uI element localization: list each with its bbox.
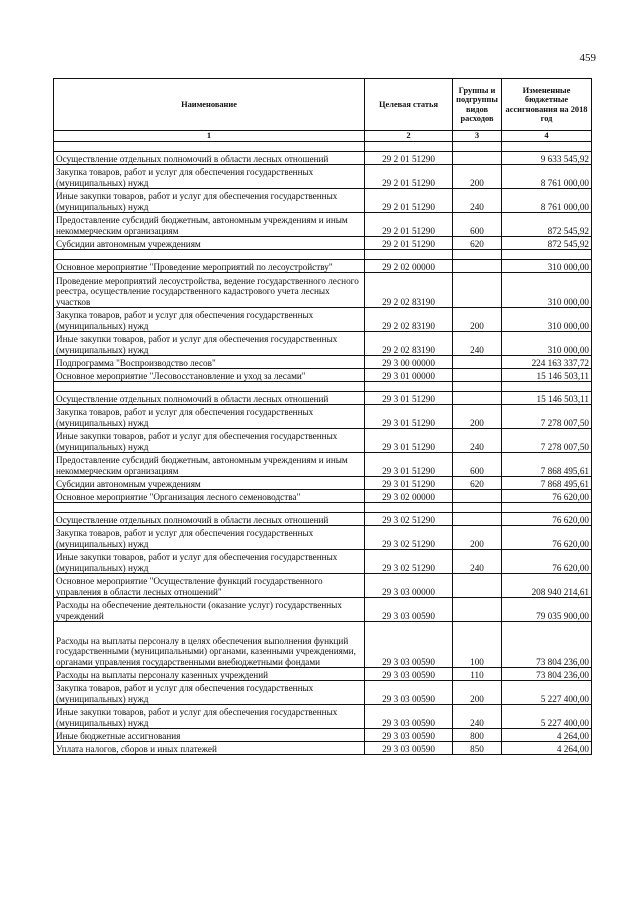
header-code: Целевая статья: [365, 79, 453, 131]
spacer-cell: [502, 142, 592, 152]
cell-group: [453, 574, 502, 598]
table-header: [54, 79, 592, 142]
table-row: [54, 237, 592, 250]
cell-group: 620: [453, 477, 502, 490]
cell-amount: 7 868 495,61: [502, 453, 592, 477]
cell-code: 29 2 01 51290: [365, 213, 453, 237]
cell-name: Закупка товаров, работ и услуг для обеспечения государственных (муниципальных) нужд: [54, 165, 365, 189]
cell-code: 29 3 01 51290: [365, 477, 453, 490]
cell-amount: 224 163 337,72: [502, 356, 592, 369]
cell-name: Закупка товаров, работ и услуг для обеспечения государственных (муниципальных) нужд: [54, 405, 365, 429]
spacer-cell: [502, 382, 592, 392]
cell-amount: 872 545,92: [502, 237, 592, 250]
cell-amount: 7 278 007,50: [502, 429, 592, 453]
cell-amount: 208 940 214,61: [502, 574, 592, 598]
cell-name: Закупка товаров, работ и услуг для обеспечения государственных (муниципальных) нужд: [54, 681, 365, 705]
table-row: [54, 369, 592, 382]
cell-name: Субсидии автономным учреждениям: [54, 237, 365, 250]
cell-name: Иные закупки товаров, работ и услуг для обеспечения государственных (муниципальных) нужд: [54, 189, 365, 213]
cell-code: 29 3 01 51290: [365, 405, 453, 429]
cell-name: Основное мероприятие "Проведение мероприятий по лесоустройству": [54, 260, 365, 273]
cell-group: 850: [453, 742, 502, 755]
cell-amount: 4 264,00: [502, 742, 592, 755]
spacer-row: [54, 382, 592, 392]
spacer-cell: [365, 142, 453, 152]
cell-amount: 7 278 007,50: [502, 405, 592, 429]
cell-amount: 8 761 000,00: [502, 165, 592, 189]
table-row: [54, 260, 592, 273]
page-number: 459: [579, 52, 596, 64]
cell-name: Основное мероприятие "Лесовосстановление и уход за лесами": [54, 369, 365, 382]
table-row: [54, 490, 592, 503]
table-row: [54, 513, 592, 526]
cell-group: [453, 260, 502, 273]
cell-name: Закупка товаров, работ и услуг для обеспечения государственных (муниципальных) нужд: [54, 308, 365, 332]
cell-name: Осуществление отдельных полномочий в области лесных отношений: [54, 152, 365, 165]
spacer-cell: [54, 382, 365, 392]
cell-code: 29 3 01 00000: [365, 369, 453, 382]
header-name: Наименование: [54, 79, 365, 131]
cell-code: 29 3 02 51290: [365, 513, 453, 526]
cell-code: 29 3 02 51290: [365, 526, 453, 550]
cell-amount: 310 000,00: [502, 332, 592, 356]
table-row: [54, 742, 592, 755]
cell-code: 29 2 02 83190: [365, 308, 453, 332]
cell-amount: 15 146 503,11: [502, 392, 592, 405]
cell-amount: 79 035 900,00: [502, 598, 592, 622]
spacer-cell: [365, 250, 453, 260]
cell-name: Иные закупки товаров, работ и услуг для обеспечения государственных (муниципальных) нужд: [54, 550, 365, 574]
cell-code: 29 3 01 51290: [365, 392, 453, 405]
cell-amount: 7 868 495,61: [502, 477, 592, 490]
cell-group: 240: [453, 429, 502, 453]
spacer-cell: [54, 142, 365, 152]
table-row: [54, 598, 592, 622]
table-row: [54, 165, 592, 189]
cell-name: Предоставление субсидий бюджетным, автономным учреждениям и иным некоммерческим организациям: [54, 453, 365, 477]
cell-code: 29 3 03 00590: [365, 668, 453, 681]
cell-amount: 76 620,00: [502, 490, 592, 503]
cell-code: 29 3 01 51290: [365, 453, 453, 477]
cell-code: 29 3 01 51290: [365, 429, 453, 453]
spacer-cell: [453, 382, 502, 392]
cell-code: 29 2 01 51290: [365, 189, 453, 213]
cell-name: Предоставление субсидий бюджетным, автономным учреждениям и иным некоммерческим организациям: [54, 213, 365, 237]
cell-code: 29 3 03 00590: [365, 598, 453, 622]
cell-group: [453, 369, 502, 382]
cell-code: 29 2 01 51290: [365, 165, 453, 189]
cell-code: 29 3 03 00590: [365, 742, 453, 755]
cell-group: [453, 356, 502, 369]
cell-name: Основное мероприятие "Организация лесного семеноводства": [54, 490, 365, 503]
cell-group: 200: [453, 526, 502, 550]
cell-name: Расходы на обеспечение деятельности (оказание услуг) государственных учреждений: [54, 598, 365, 622]
cell-name: Основное мероприятие "Осуществление функций государственного управления в области лесных отношений": [54, 574, 365, 598]
cell-group: 240: [453, 550, 502, 574]
budget-table: [53, 78, 592, 755]
header-amount: Измененные бюджетные ассигнования на 2018 год: [502, 79, 592, 131]
cell-name: Закупка товаров, работ и услуг для обеспечения государственных (муниципальных) нужд: [54, 526, 365, 550]
table-row: [54, 332, 592, 356]
cell-code: 29 3 00 00000: [365, 356, 453, 369]
cell-name: Иные бюджетные ассигнования: [54, 729, 365, 742]
table-row: [54, 356, 592, 369]
cell-name: Иные закупки товаров, работ и услуг для обеспечения государственных (муниципальных) нужд: [54, 429, 365, 453]
cell-group: 240: [453, 189, 502, 213]
cell-amount: 8 761 000,00: [502, 189, 592, 213]
cell-amount: 76 620,00: [502, 513, 592, 526]
cell-code: 29 3 02 00000: [365, 490, 453, 503]
cell-amount: 310 000,00: [502, 273, 592, 308]
table-row: [54, 405, 592, 429]
table-row: [54, 729, 592, 742]
table-row: [54, 308, 592, 332]
cell-group: [453, 152, 502, 165]
cell-amount: 73 804 236,00: [502, 622, 592, 668]
table-row: [54, 705, 592, 729]
spacer-cell: [365, 382, 453, 392]
cell-code: 29 3 03 00590: [365, 681, 453, 705]
cell-group: [453, 392, 502, 405]
table-row: [54, 273, 592, 308]
table-row: [54, 526, 592, 550]
cell-group: [453, 490, 502, 503]
cell-code: 29 3 02 51290: [365, 550, 453, 574]
column-number-4: 4: [502, 131, 592, 142]
cell-amount: 9 633 545,92: [502, 152, 592, 165]
cell-name: Субсидии автономным учреждениям: [54, 477, 365, 490]
cell-amount: 76 620,00: [502, 526, 592, 550]
cell-amount: 310 000,00: [502, 260, 592, 273]
table-row: [54, 392, 592, 405]
cell-code: 29 2 01 51290: [365, 152, 453, 165]
spacer-row: [54, 503, 592, 513]
cell-code: 29 3 03 00590: [365, 622, 453, 668]
cell-name: Проведение мероприятий лесоустройства, ведение государственного лесного реестра, осуществление государственного кадастрового учета лесных участков: [54, 273, 365, 308]
cell-name: Иные закупки товаров, работ и услуг для обеспечения государственных (муниципальных) нужд: [54, 705, 365, 729]
table-row: [54, 152, 592, 165]
cell-group: [453, 513, 502, 526]
cell-group: [453, 598, 502, 622]
cell-group: 620: [453, 237, 502, 250]
cell-code: 29 3 03 00000: [365, 574, 453, 598]
cell-group: 100: [453, 622, 502, 668]
spacer-row: [54, 142, 592, 152]
spacer-cell: [54, 503, 365, 513]
cell-code: 29 2 01 51290: [365, 237, 453, 250]
cell-group: 240: [453, 332, 502, 356]
cell-amount: 15 146 503,11: [502, 369, 592, 382]
cell-amount: 5 227 400,00: [502, 705, 592, 729]
cell-name: Иные закупки товаров, работ и услуг для обеспечения государственных (муниципальных) нужд: [54, 332, 365, 356]
cell-group: 110: [453, 668, 502, 681]
cell-group: 200: [453, 405, 502, 429]
table-row: [54, 477, 592, 490]
spacer-cell: [502, 250, 592, 260]
spacer-cell: [453, 142, 502, 152]
cell-group: 200: [453, 308, 502, 332]
cell-group: 800: [453, 729, 502, 742]
cell-amount: 872 545,92: [502, 213, 592, 237]
cell-group: [453, 273, 502, 308]
spacer-cell: [365, 503, 453, 513]
table-row: [54, 668, 592, 681]
cell-code: 29 2 02 00000: [365, 260, 453, 273]
cell-code: 29 2 02 83190: [365, 332, 453, 356]
cell-group: 200: [453, 681, 502, 705]
cell-name: Подпрограмма "Воспроизводство лесов": [54, 356, 365, 369]
cell-amount: 5 227 400,00: [502, 681, 592, 705]
cell-name: Осуществление отдельных полномочий в области лесных отношений: [54, 513, 365, 526]
table-row: [54, 453, 592, 477]
cell-group: 600: [453, 453, 502, 477]
spacer-row: [54, 250, 592, 260]
spacer-cell: [502, 503, 592, 513]
cell-name: Осуществление отдельных полномочий в области лесных отношений: [54, 392, 365, 405]
cell-group: 200: [453, 165, 502, 189]
cell-group: 240: [453, 705, 502, 729]
cell-name: Уплата налогов, сборов и иных платежей: [54, 742, 365, 755]
cell-group: 600: [453, 213, 502, 237]
table-row: [54, 681, 592, 705]
column-number-2: 2: [365, 131, 453, 142]
cell-amount: 76 620,00: [502, 550, 592, 574]
table-row: [54, 429, 592, 453]
table-body: [54, 142, 592, 755]
column-number-1: 1: [54, 131, 365, 142]
column-number-3: 3: [453, 131, 502, 142]
cell-amount: 73 804 236,00: [502, 668, 592, 681]
table-row: [54, 574, 592, 598]
cell-amount: 4 264,00: [502, 729, 592, 742]
cell-code: 29 3 03 00590: [365, 705, 453, 729]
table-row: [54, 622, 592, 668]
table-row: [54, 189, 592, 213]
cell-code: 29 2 02 83190: [365, 273, 453, 308]
table-row: [54, 213, 592, 237]
spacer-cell: [453, 250, 502, 260]
cell-amount: 310 000,00: [502, 308, 592, 332]
spacer-cell: [453, 503, 502, 513]
cell-name: Расходы на выплаты персоналу казенных учреждений: [54, 668, 365, 681]
header-group: Группы и подгруппы видов расходов: [453, 79, 502, 131]
table-row: [54, 550, 592, 574]
cell-name: Расходы на выплаты персоналу в целях обеспечения выполнения функций государственными (муниципальными) органами, казенными учреждениями, органами управления государственными внебюджетными фондами: [54, 622, 365, 668]
cell-code: 29 3 03 00590: [365, 729, 453, 742]
spacer-cell: [54, 250, 365, 260]
